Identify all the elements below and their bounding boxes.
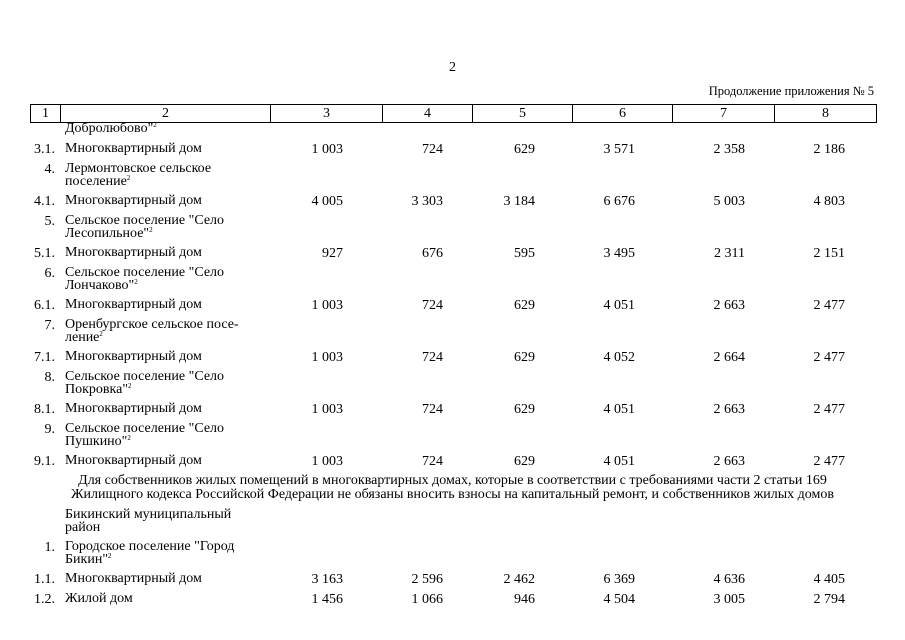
value-cell-col-7: 3 005 xyxy=(713,592,745,607)
value-cell-col-8: 2 151 xyxy=(813,246,845,261)
row-name: Сельское поселение "Село Лончаково"$^2$ xyxy=(65,265,225,293)
row-name: Лермонтовское сельское поселение$^2$ xyxy=(65,161,212,189)
value-cell-col-8: 4 803 xyxy=(813,194,845,209)
row-name: Добролюбово"$^2$ xyxy=(65,121,157,136)
row-number: 1.2. xyxy=(34,592,55,607)
column-header-cell: 3 xyxy=(271,105,383,123)
footnote-marker: 2 xyxy=(126,174,131,182)
row-name: Городское поселение "Город Бикин"$^2$ xyxy=(65,539,235,567)
value-cell-col-7: 5 003 xyxy=(713,194,745,209)
value-cell-col-8: 2 477 xyxy=(813,350,845,365)
value-cell-col-4: 1 066 xyxy=(411,592,443,607)
value-cell-col-6: 3 571 xyxy=(603,142,635,157)
row-name: Сельское поселение "Село Пушкино"$^2$ xyxy=(65,421,225,449)
value-cell-col-3: 1 003 xyxy=(311,142,343,157)
row-number: 8. xyxy=(44,370,55,385)
value-cell-col-4: 676 xyxy=(422,246,443,261)
value-cell-col-3: 1 003 xyxy=(311,402,343,417)
page-number: 2 xyxy=(449,60,456,75)
row-name: Многоквартирный дом xyxy=(65,401,202,416)
value-cell-col-5: 946 xyxy=(514,592,535,607)
row-number: 6.1. xyxy=(34,298,55,313)
column-header-table xyxy=(30,104,877,123)
row-name: Жилой дом xyxy=(65,591,133,606)
row-name: Сельское поселение "Село Покровка"$^2$ xyxy=(65,369,225,397)
value-cell-col-3: 1 003 xyxy=(311,298,343,313)
row-number: 8.1. xyxy=(34,402,55,417)
row-number: 7.1. xyxy=(34,350,55,365)
value-cell-col-6: 4 051 xyxy=(603,298,635,313)
row-number: 1. xyxy=(44,540,55,555)
value-cell-col-4: 724 xyxy=(422,402,443,417)
appendix-continuation-label: Продолжение приложения № 5 xyxy=(708,84,874,98)
value-cell-col-4: 724 xyxy=(422,142,443,157)
column-header-cell: 4 xyxy=(383,105,473,123)
value-cell-col-6: 6 676 xyxy=(603,194,635,209)
row-name: Многоквартирный дом xyxy=(65,453,202,468)
value-cell-col-4: 724 xyxy=(422,454,443,469)
value-cell-col-5: 629 xyxy=(514,350,535,365)
value-cell-col-4: 2 596 xyxy=(411,572,443,587)
value-cell-col-3: 1 003 xyxy=(311,454,343,469)
row-name: Многоквартирный дом xyxy=(65,349,202,364)
row-name: Многоквартирный дом xyxy=(65,141,202,156)
footnote-marker: 2 xyxy=(99,330,103,338)
value-cell-col-5: 595 xyxy=(514,246,535,261)
value-cell-col-5: 629 xyxy=(514,454,535,469)
value-cell-col-6: 3 495 xyxy=(603,246,635,261)
value-cell-col-7: 2 311 xyxy=(714,246,745,261)
row-name: Сельское поселение "Село Лесопильное"$^2$ xyxy=(65,213,225,241)
row-number: 1.1. xyxy=(34,572,55,587)
value-cell-col-5: 2 462 xyxy=(503,572,535,587)
column-header-cell: 8 xyxy=(775,105,877,123)
value-cell-col-6: 4 051 xyxy=(603,454,635,469)
row-number: 9. xyxy=(44,422,55,437)
row-number: 5.1. xyxy=(34,246,55,261)
value-cell-col-3: 3 163 xyxy=(311,572,343,587)
value-cell-col-8: 2 794 xyxy=(813,592,845,607)
value-cell-col-7: 2 664 xyxy=(713,350,745,365)
row-number: 6. xyxy=(44,266,55,281)
value-cell-col-8: 2 477 xyxy=(813,298,845,313)
value-cell-col-3: 4 005 xyxy=(311,194,343,209)
value-cell-col-4: 3 303 xyxy=(411,194,443,209)
value-cell-col-3: 927 xyxy=(322,246,343,261)
value-cell-col-5: 629 xyxy=(514,402,535,417)
footnote-marker: 2 xyxy=(108,552,112,560)
footnote-marker: 2 xyxy=(149,226,153,234)
value-cell-col-4: 724 xyxy=(422,298,443,313)
row-number: 5. xyxy=(44,214,55,229)
column-header-cell: 6 xyxy=(573,105,673,123)
value-cell-col-7: 2 663 xyxy=(713,454,745,469)
value-cell-col-3: 1 003 xyxy=(311,350,343,365)
value-cell-col-5: 629 xyxy=(514,298,535,313)
column-header-cell: 5 xyxy=(473,105,573,123)
value-cell-col-7: 2 663 xyxy=(713,402,745,417)
value-cell-col-7: 2 663 xyxy=(713,298,745,313)
row-number: 9.1. xyxy=(34,454,55,469)
value-cell-col-8: 2 477 xyxy=(813,402,845,417)
row-name: Многоквартирный дом xyxy=(65,193,202,208)
row-name: Многоквартирный дом xyxy=(65,297,202,312)
value-cell-col-8: 2 186 xyxy=(813,142,845,157)
footnote-marker: 2 xyxy=(134,278,138,286)
row-number: 4. xyxy=(44,162,55,177)
row-number: 3.1. xyxy=(34,142,55,157)
column-header-row xyxy=(31,105,877,123)
row-name: Оренбургское сельское посе- ление$^2$ xyxy=(65,317,239,345)
value-cell-col-6: 6 369 xyxy=(603,572,635,587)
value-cell-col-4: 724 xyxy=(422,350,443,365)
row-number: 7. xyxy=(44,318,55,333)
section-note-line: Жилищного кодекса Российской Федерации не обязаны вносить взносы на капитальный ремонт, и собственников жилых домов xyxy=(71,487,834,502)
value-cell-col-6: 4 051 xyxy=(603,402,635,417)
footnote-marker: 2 xyxy=(127,434,131,442)
value-cell-col-8: 2 477 xyxy=(813,454,845,469)
column-header-cell: 7 xyxy=(673,105,775,123)
row-name: Бикинский муниципальный район xyxy=(65,507,232,535)
column-header-cell: 1 xyxy=(31,105,61,123)
footnote-marker: 2 xyxy=(153,121,157,129)
value-cell-col-6: 4 052 xyxy=(603,350,635,365)
section-note-line: Для собственников жилых помещений в многоквартирных домах, которые в соответствии с требованиями части 2 статьи 169 xyxy=(78,473,827,488)
value-cell-col-7: 4 636 xyxy=(713,572,745,587)
footnote-marker: 2 xyxy=(128,382,132,390)
column-header-cell: 2 xyxy=(61,105,271,123)
value-cell-col-5: 629 xyxy=(514,142,535,157)
value-cell-col-5: 3 184 xyxy=(503,194,535,209)
row-name: Многоквартирный дом xyxy=(65,245,202,260)
value-cell-col-7: 2 358 xyxy=(713,142,745,157)
value-cell-col-6: 4 504 xyxy=(603,592,635,607)
value-cell-col-8: 4 405 xyxy=(813,572,845,587)
row-number: 4.1. xyxy=(34,194,55,209)
value-cell-col-3: 1 456 xyxy=(311,592,343,607)
row-name: Многоквартирный дом xyxy=(65,571,202,586)
